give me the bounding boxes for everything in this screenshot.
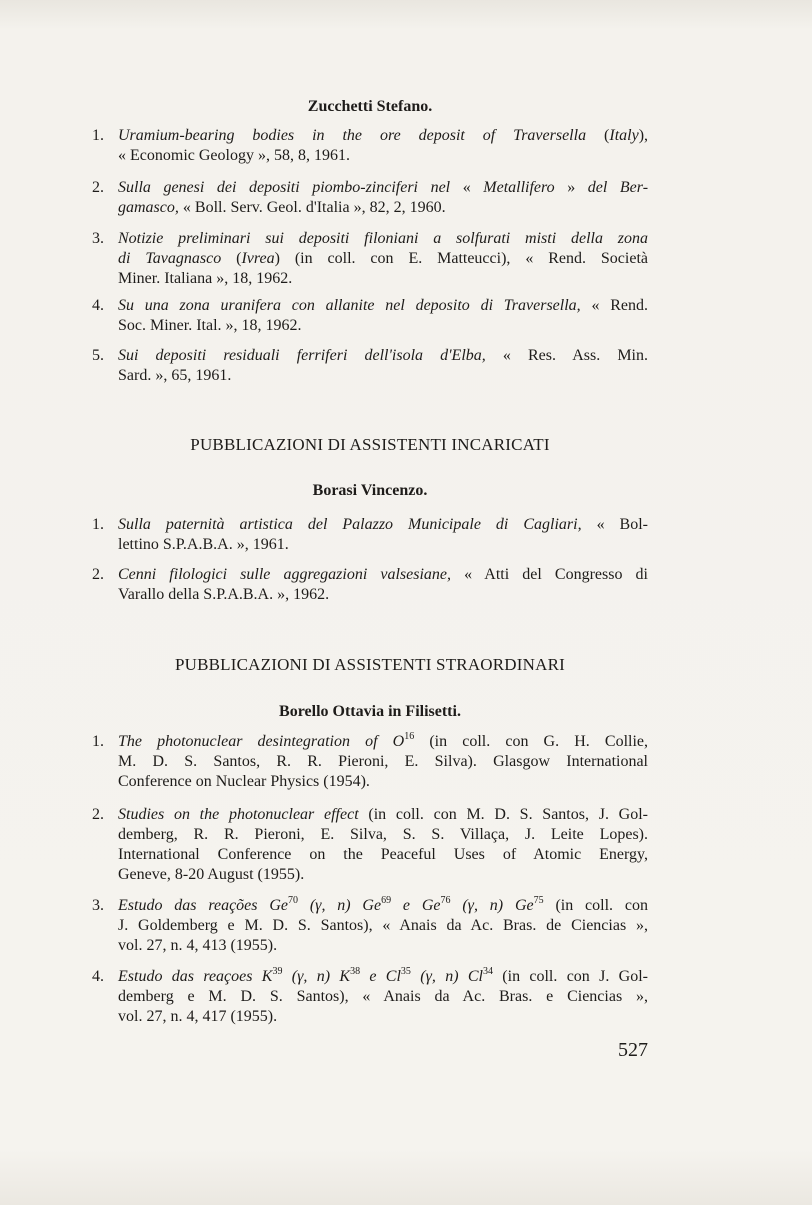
entry-number: 3. [92, 230, 104, 247]
entry-text: ( [586, 127, 610, 144]
page-number: 527 [618, 1039, 648, 1061]
entry-title: Estudo das reações Ge [118, 897, 288, 914]
entry-text: Sard. », 65, 1961. [118, 367, 232, 384]
entry-text: « Boll. Serv. Geol. d'Italia », 82, 2, 1960. [178, 199, 446, 216]
entry-text: demberg, R. R. Pieroni, E. Silva, S. S. Villaça, J. Leite Lopes). [118, 826, 648, 843]
superscript: 70 [287, 894, 298, 906]
entry-text: Conference on Nuclear Physics (1954). [118, 773, 370, 790]
section-heading: PUBBLICAZIONI DI ASSISTENTI INCARICATI [190, 435, 550, 454]
entry-text: (in coll. con J. Gol- [492, 968, 648, 985]
author-heading: Zucchetti Stefano. [307, 98, 433, 115]
entry-title: Studies on the photonuclear effect [118, 806, 359, 823]
entry-text: ), [638, 127, 649, 144]
entry-title: Italy [609, 127, 639, 144]
entry-text: « Economic Geology », 58, 8, 1961. [118, 147, 350, 164]
bibliography-entry [92, 565, 648, 605]
entry-title: Metallifero [483, 179, 555, 196]
entry-title: (γ, n) Ge [297, 897, 382, 914]
entry-number: 1. [92, 516, 104, 533]
entry-text: (in coll. con G. H. Collie, [414, 733, 649, 750]
entry-title: e Ge [391, 897, 441, 914]
entry-text: lettino S.P.A.B.A. », 1961. [118, 536, 289, 553]
entry-text: ( [221, 250, 242, 267]
superscript: 35 [400, 965, 411, 977]
entry-number: 4. [92, 297, 104, 314]
author-heading: Borasi Vincenzo. [312, 482, 428, 499]
entry-text: J. Goldemberg e M. D. S. Santos), « Anais da Ac. Bras. de Ciencias », [118, 917, 648, 934]
entry-title: Uramium-bearing bodies in the ore deposit of Traversella [118, 127, 587, 144]
entry-text: Varallo della S.P.A.B.A. », 1962. [118, 586, 330, 603]
entry-title: gamasco, [118, 199, 179, 216]
entry-text: Geneve, 8-20 August (1955). [118, 866, 305, 883]
entry-title: Estudo das reaçoes K [118, 968, 273, 985]
entry-text: « Rend. [580, 297, 648, 314]
bibliography-entry [92, 732, 648, 792]
superscript: 34 [482, 965, 493, 977]
entry-title: e Cl [360, 968, 401, 985]
entry-number: 2. [92, 179, 104, 196]
bibliography-entry [92, 296, 648, 336]
entry-text: « Atti del Congresso di [451, 566, 648, 583]
entry-text: « Res. Ass. Min. [485, 347, 649, 364]
bibliography-entry [92, 896, 648, 956]
entry-number: 1. [92, 733, 104, 750]
entry-number: 3. [92, 897, 104, 914]
entry-number: 5. [92, 347, 104, 364]
entry-title: Ivrea [241, 250, 275, 267]
entry-number: 4. [92, 968, 104, 985]
bibliography-entry [92, 126, 648, 166]
superscript: 75 [533, 894, 544, 906]
entry-text: « Bol- [581, 516, 648, 533]
entry-title: O [392, 733, 405, 750]
superscript: 38 [350, 965, 361, 977]
entry-title: (γ, n) Ge [450, 897, 534, 914]
bibliography-entry [92, 229, 648, 289]
author-heading: Borello Ottavia in Filisetti. [279, 703, 461, 720]
entry-title: di Tavagnasco [118, 250, 222, 267]
entry-title: Cenni filologici sulle aggregazioni valsesiane, [118, 566, 452, 583]
entry-number: 2. [92, 806, 104, 823]
entry-text: M. D. S. Santos, R. R. Pieroni, E. Silva). Glasgow International [118, 753, 648, 770]
entry-text: (in coll. con [543, 897, 648, 914]
entry-title: Su una zona uranifera con allanite nel deposito di Traversella, [118, 297, 581, 314]
entry-title: Notizie preliminari sui depositi filoniani a solfurati misti della zona [118, 230, 648, 247]
entry-text: ) (in coll. con E. Matteucci), « Rend. Società [274, 250, 648, 267]
entry-text: » [554, 179, 588, 196]
entry-number: 2. [92, 566, 104, 583]
entry-text: demberg e M. D. S. Santos), « Anais da Ac. Bras. e Ciencias », [118, 988, 648, 1005]
entry-text: Soc. Miner. Ital. », 18, 1962. [118, 317, 302, 334]
entry-title: del Ber- [587, 179, 649, 196]
superscript: 39 [272, 965, 283, 977]
entry-text: Miner. Italiana », 18, 1962. [118, 270, 293, 287]
entry-number: 1. [92, 127, 104, 144]
entry-title: (γ, n) K [282, 968, 351, 985]
entry-title: Sulla genesi dei depositi piombo-zinciferi nel [118, 179, 451, 196]
entry-text: vol. 27, n. 4, 417 (1955). [118, 1008, 278, 1025]
entry-text: International Conference on the Peaceful Uses of Atomic Energy, [118, 846, 648, 863]
superscript: 16 [404, 730, 415, 742]
bibliography-entry [92, 967, 648, 1027]
entry-title: Sui depositi residuali ferriferi dell'isola d'Elba, [118, 347, 486, 364]
superscript: 76 [440, 894, 451, 906]
section-heading: PUBBLICAZIONI DI ASSISTENTI STRAORDINARI [174, 655, 566, 674]
bibliography-entry [92, 805, 648, 885]
superscript: 69 [381, 894, 392, 906]
bibliography-entry [92, 515, 648, 555]
entry-title: The photonuclear desintegration of [118, 733, 378, 750]
entry-text: vol. 27, n. 4, 413 (1955). [118, 937, 278, 954]
entry-title: Sulla paternità artistica del Palazzo Municipale di Cagliari, [118, 516, 582, 533]
entry-text: « [450, 179, 484, 196]
entry-title: (γ, n) Cl [410, 968, 483, 985]
bibliography-entry [92, 346, 648, 386]
entry-text: (in coll. con M. D. S. Santos, J. Gol- [358, 806, 648, 823]
bibliography-entry [92, 178, 648, 218]
